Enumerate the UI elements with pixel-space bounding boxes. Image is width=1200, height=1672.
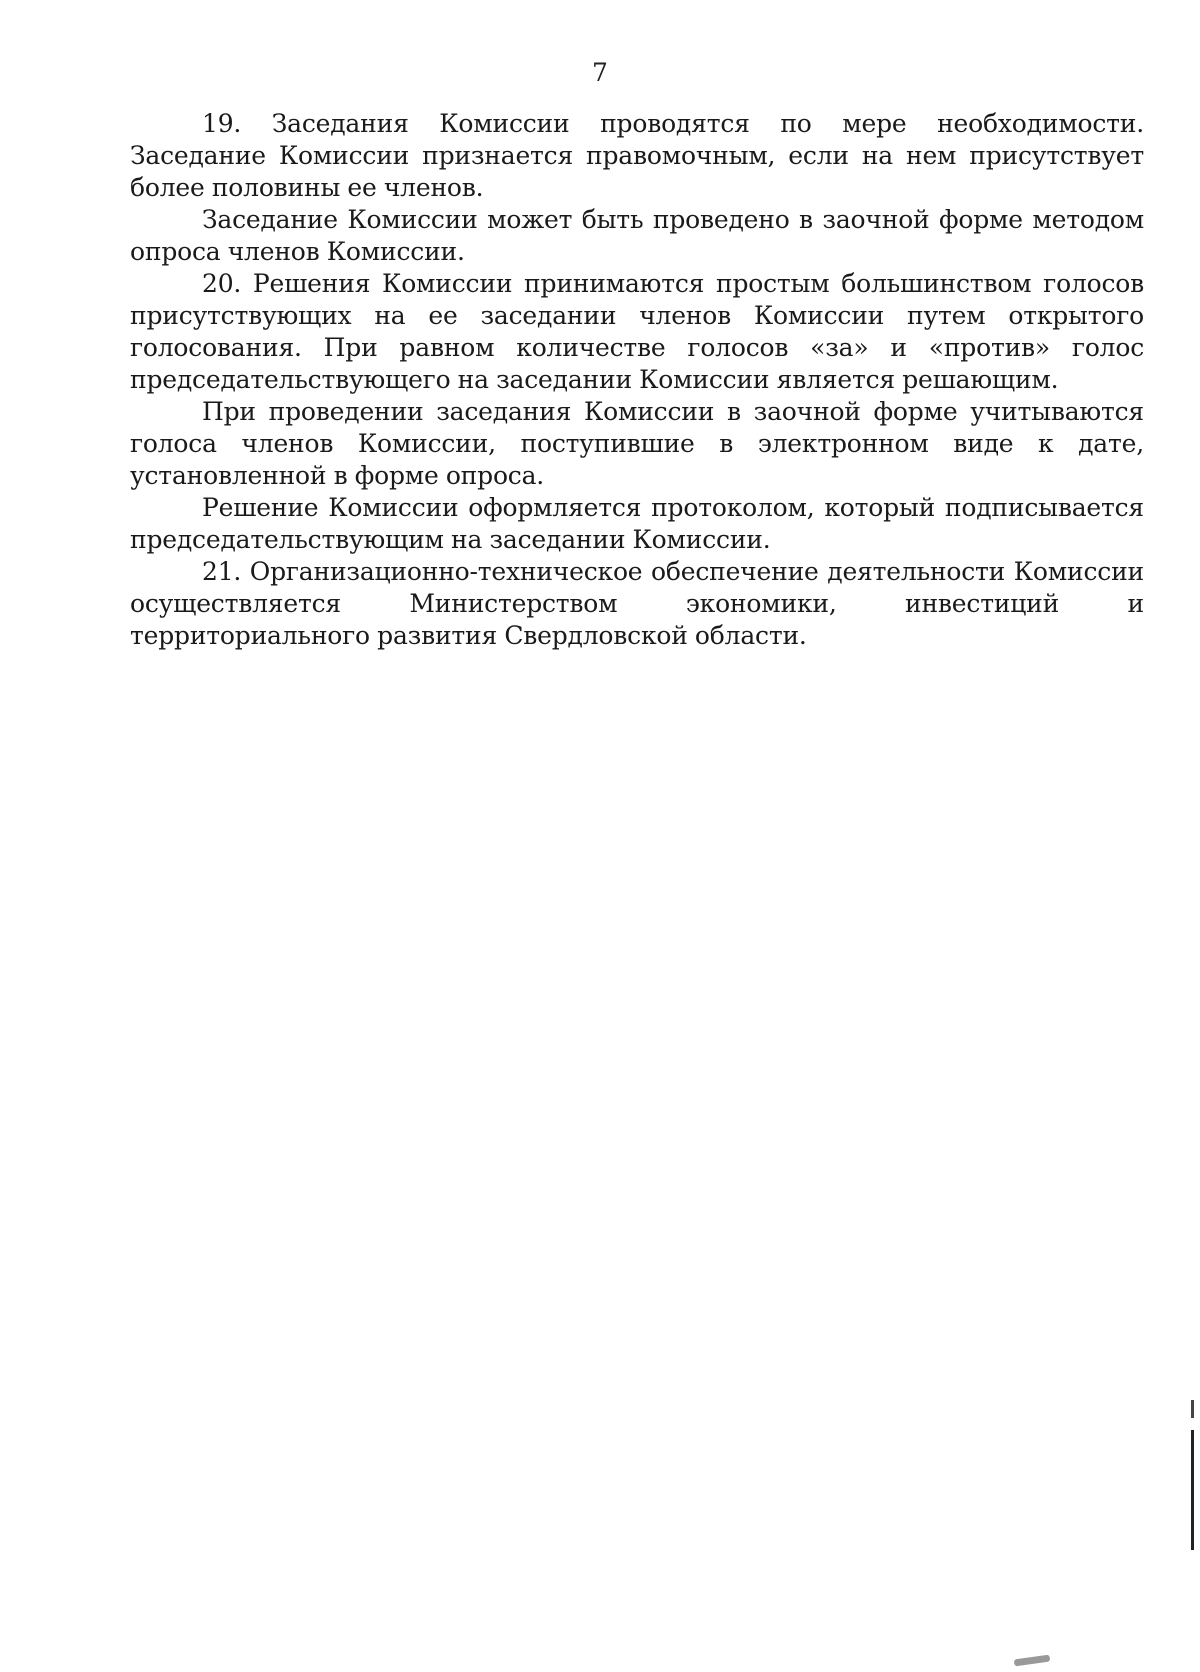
paragraph-21: 21. Организационно-техническое обеспечение деятельности Комиссии осуществляется Министерством экономики, инвестиций и территориального развития Свердловской области.	[130, 557, 1144, 650]
paragraph-19: 19. Заседания Комиссии проводятся по мере необходимости. Заседание Комиссии признается правомочным, если на нем присутствует более половины ее членов.	[130, 109, 1144, 202]
document-body	[130, 108, 1144, 652]
page-number: 7	[592, 58, 608, 87]
scan-edge-mark-small	[1191, 1400, 1194, 1418]
scan-smudge	[1014, 1655, 1051, 1667]
paragraph-20: 20. Решения Комиссии принимаются простым большинством голосов присутствующих на ее заседании членов Комиссии путем открытого голосования. При равном количестве голосов «за» и «против» голос председательствующего на заседании Комиссии является решающим.	[130, 269, 1144, 394]
scan-edge-mark	[1191, 1430, 1194, 1550]
paragraph-20-absentee-votes: При проведении заседания Комиссии в заочной форме учитываются голоса членов Комиссии, поступившие в электронном виде к дате, установленной в форме опроса.	[130, 397, 1144, 490]
paragraph-20-protocol: Решение Комиссии оформляется протоколом, который подписывается председательствующим на заседании Комиссии.	[130, 493, 1144, 554]
paragraph-19-absentee: Заседание Комиссии может быть проведено в заочной форме методом опроса членов Комиссии.	[130, 205, 1144, 266]
